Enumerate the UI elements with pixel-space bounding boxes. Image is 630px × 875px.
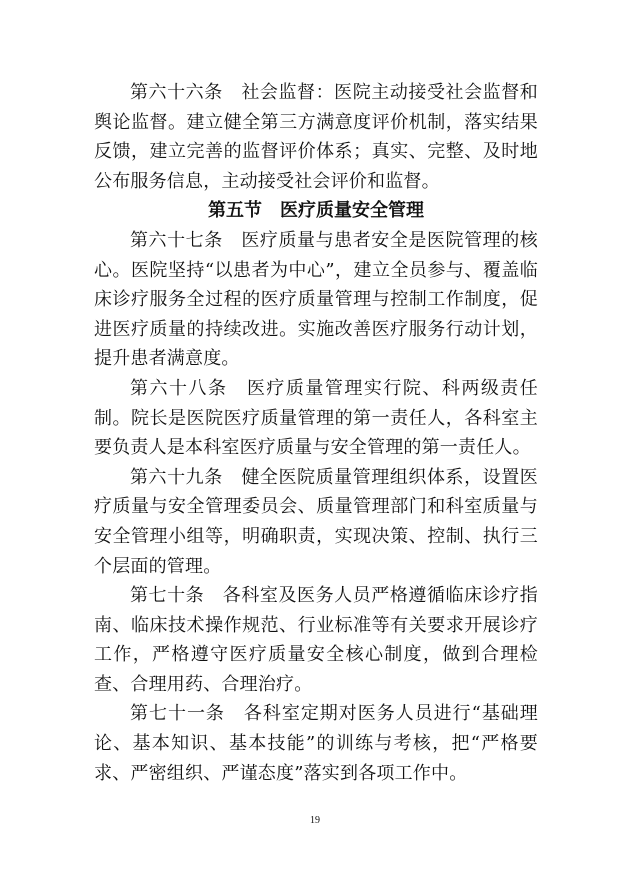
document-page [94,78,538,788]
article-71-paragraph: 第七十一条 各科室定期对医务人员进行“基础理论、基本知识、基本技能”的训练与考核，把“严格要求、严密组织、严谨态度”落实到各项工作中。 [94,703,538,784]
page-number: 19 [310,815,320,826]
article-70-paragraph: 第七十条 各科室及医务人员严格遵循临床诊疗指南、临床技术操作规范、行业标准等有关要求开展诊疗工作，严格遵守医疗质量安全核心制度，做到合理检查、合理用药、合理治疗。 [94,585,538,695]
article-69-paragraph: 第六十九条 健全医院质量管理组织体系，设置医疗质量与安全管理委员会、质量管理部门和科室质量与安全管理小组等，明确职责，实现决策、控制、执行三个层面的管理。 [94,466,538,577]
article-68-paragraph: 第六十八条 医疗质量管理实行院、科两级责任制。院长是医院医疗质量管理的第一责任人，各科室主要负责人是本科室医疗质量与安全管理的第一责任人。 [94,377,538,459]
section-heading: 第五节 医疗质量安全管理 [208,200,424,222]
article-67-paragraph: 第六十七条 医疗质量与患者安全是医院管理的核心。医院坚持“以患者为中心”，建立全员参与、覆盖临床诊疗服务全过程的医疗质量管理与控制工作制度，促进医疗质量的持续改进。实施改善医疗服务行动计划，提升患者满意度。 [94,229,538,370]
article-66-paragraph: 第六十六条 社会监督：医院主动接受社会监督和舆论监督。建立健全第三方满意度评价机制，落实结果反馈，建立完善的监督评价体系；真实、完整、及时地公布服务信息，主动接受社会评价和监督。 [94,82,538,192]
